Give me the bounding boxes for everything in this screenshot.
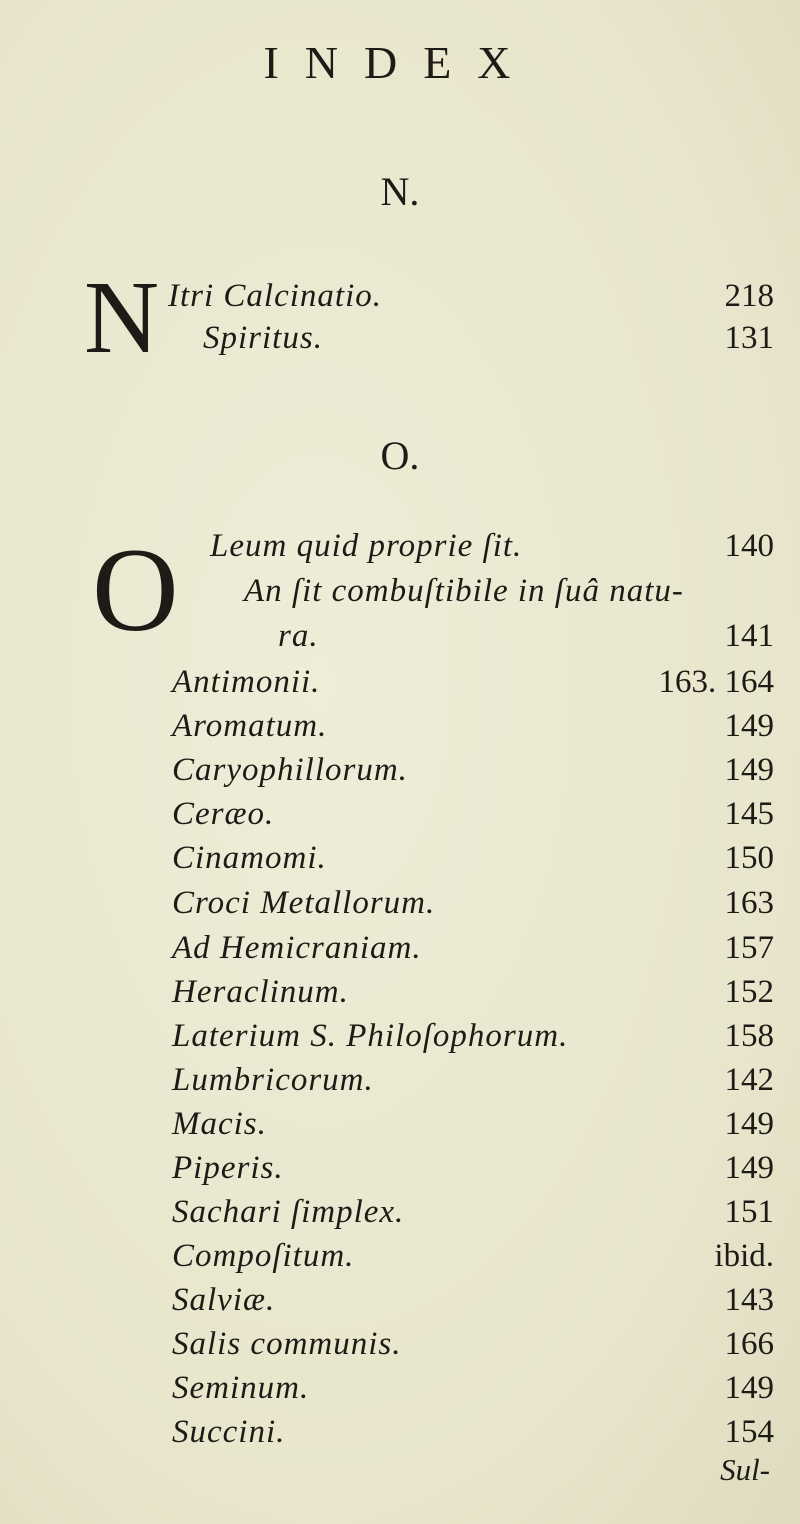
- entry-page: 131: [724, 320, 774, 356]
- entry-page: 149: [724, 752, 774, 788]
- entry-page: 141: [724, 618, 774, 654]
- index-entry: [0, 1414, 800, 1454]
- index-entry: [0, 1194, 800, 1234]
- entry-text: Ceræo.: [172, 796, 275, 832]
- index-entry: [0, 618, 800, 658]
- drop-cap-n: N: [84, 260, 160, 375]
- drop-cap-o: O: [92, 523, 179, 656]
- catchword-row: [0, 1452, 800, 1492]
- entry-page: ibid.: [714, 1238, 774, 1274]
- entry-page: 140: [724, 528, 774, 564]
- entry-page: 149: [724, 1106, 774, 1142]
- entry-page: 157: [724, 930, 774, 966]
- entry-text: Compoſitum.: [172, 1238, 355, 1274]
- entry-page: 150: [724, 840, 774, 876]
- entry-text: Macis.: [172, 1106, 267, 1142]
- entry-text: Aromatum.: [172, 708, 328, 744]
- entry-page: 143: [724, 1282, 774, 1318]
- index-entry: [0, 930, 800, 970]
- entry-page: 163: [724, 885, 774, 921]
- entry-text: Heraclinum.: [172, 974, 349, 1010]
- entry-text: ra.: [278, 618, 319, 654]
- entry-text: Salis communis.: [172, 1326, 402, 1362]
- entry-text: Succini.: [172, 1414, 286, 1450]
- entry-text: Caryophillorum.: [172, 752, 408, 788]
- index-entry: [0, 974, 800, 1014]
- index-entry: [0, 1370, 800, 1410]
- entry-text: Laterium S. Philoſophorum.: [172, 1018, 569, 1054]
- entry-text: Cinamomi.: [172, 840, 327, 876]
- index-entry: [0, 1326, 800, 1366]
- entry-text: Itri Calcinatio.: [168, 278, 382, 314]
- entry-text: Ad Hemicraniam.: [172, 930, 422, 966]
- entry-page: 145: [724, 796, 774, 832]
- entry-text: Croci Metallorum.: [172, 885, 436, 921]
- entry-text: Sachari ſimplex.: [172, 1194, 405, 1230]
- index-entry: [0, 573, 800, 613]
- index-entry: [0, 320, 800, 360]
- index-entry: [0, 708, 800, 748]
- index-entry: [0, 664, 800, 704]
- index-entry: [0, 1106, 800, 1146]
- entry-text: Seminum.: [172, 1370, 310, 1406]
- entry-page: 151: [724, 1194, 774, 1230]
- entry-page: 158: [724, 1018, 774, 1054]
- entry-page: 142: [724, 1062, 774, 1098]
- entry-text: Piperis.: [172, 1150, 284, 1186]
- index-entry: [0, 840, 800, 880]
- entry-page: 166: [724, 1326, 774, 1362]
- entry-page: 163. 164: [658, 664, 774, 700]
- page-title: INDEX: [263, 37, 537, 88]
- section-heading-o: O.: [380, 433, 420, 478]
- index-entry: [0, 1018, 800, 1058]
- index-entry: [0, 1282, 800, 1322]
- index-entry: [0, 528, 800, 568]
- entry-text: Salviæ.: [172, 1282, 276, 1318]
- section-heading-n: N.: [380, 169, 420, 214]
- entry-text: Leum quid proprie ſit.: [210, 528, 523, 564]
- index-entry: [0, 796, 800, 836]
- entry-page: 149: [724, 708, 774, 744]
- index-entry: [0, 752, 800, 792]
- entry-page: 218: [724, 278, 774, 314]
- index-entry: [0, 278, 800, 318]
- entry-page: 149: [724, 1150, 774, 1186]
- entry-text: Lumbricorum.: [172, 1062, 374, 1098]
- entry-page: 149: [724, 1370, 774, 1406]
- index-entry: [0, 885, 800, 925]
- catchword: Sul-: [720, 1452, 770, 1487]
- entry-text: Spiritus.: [203, 320, 323, 356]
- index-entry: [0, 1062, 800, 1102]
- entry-page: 154: [724, 1414, 774, 1450]
- entry-page: 152: [724, 974, 774, 1010]
- entry-text: An ſit combuſtibile in ſuâ natu-: [244, 573, 684, 609]
- index-entry: [0, 1238, 800, 1278]
- entry-text: Antimonii.: [172, 664, 321, 700]
- index-entry: [0, 1150, 800, 1190]
